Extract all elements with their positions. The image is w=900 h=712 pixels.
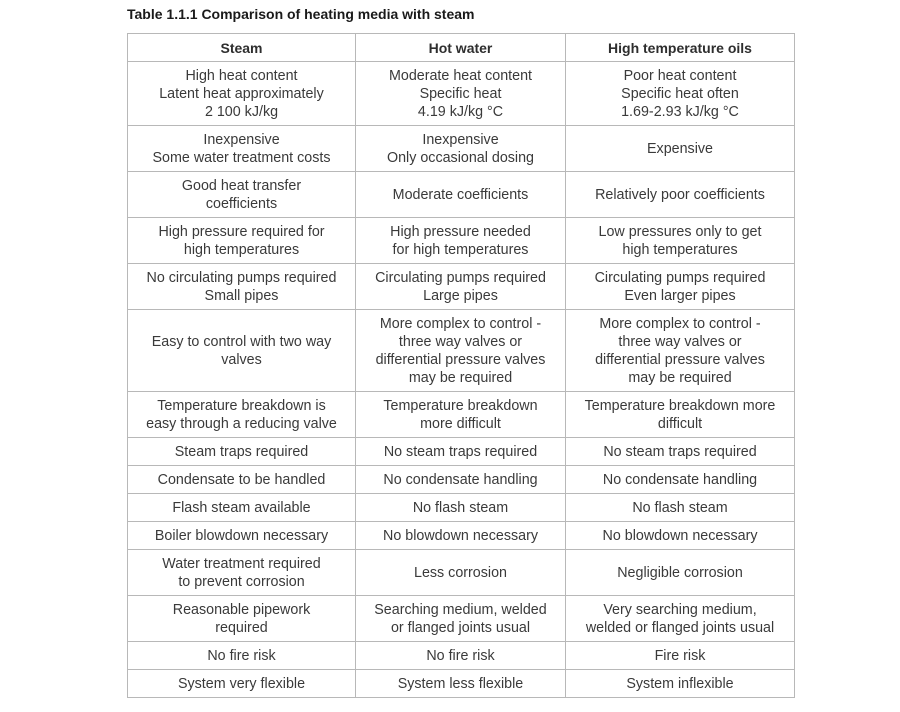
cell-text-line: More complex to control - — [599, 315, 761, 332]
table-cell-high-temperature-oils — [566, 126, 795, 172]
cell-text-line: valves — [221, 351, 262, 368]
cell-text-line: No blowdown necessary — [602, 527, 758, 544]
cell-text-line: Good heat transfer — [181, 177, 302, 194]
cell-text-line: Reasonable pipework — [172, 601, 311, 618]
table-cell-hot-water — [356, 438, 566, 466]
table-cell-high-temperature-oils — [566, 264, 795, 310]
cell-text-line: Inexpensive — [203, 131, 280, 148]
cell-text-line: System very flexible — [177, 675, 306, 692]
table-cell-high-temperature-oils — [566, 62, 795, 126]
cell-text-line: differential pressure valves — [375, 351, 546, 368]
table-cell-hot-water — [356, 522, 566, 550]
table-cell-steam — [128, 218, 356, 264]
table-caption: Table 1.1.1 Comparison of heating media with steam — [127, 6, 475, 22]
cell-text-line: Specific heat — [419, 85, 502, 102]
table-cell-high-temperature-oils — [566, 494, 795, 522]
cell-text-line: Low pressures only to get — [598, 223, 762, 240]
cell-text-line: three way valves or — [618, 333, 742, 350]
cell-text-line: Searching medium, welded — [374, 601, 547, 618]
table-cell-hot-water — [356, 126, 566, 172]
cell-text-line: Relatively poor coefficients — [595, 186, 765, 203]
cell-text-line: Some water treatment costs — [152, 149, 331, 166]
cell-text-line: may be required — [408, 369, 513, 386]
cell-text-line: No condensate handling — [602, 471, 758, 488]
cell-text-line: System inflexible — [626, 675, 734, 692]
table-cell-steam — [128, 392, 356, 438]
table-row — [128, 550, 795, 596]
table-cell-steam — [128, 466, 356, 494]
cell-text-line: coefficients — [205, 195, 278, 212]
cell-text-line: No flash steam — [632, 499, 728, 516]
cell-text-line: difficult — [657, 415, 703, 432]
table-cell-steam — [128, 438, 356, 466]
table-cell-steam — [128, 172, 356, 218]
table-cell-high-temperature-oils — [566, 310, 795, 392]
table-cell-hot-water — [356, 218, 566, 264]
table-cell-steam — [128, 264, 356, 310]
cell-text-line: Even larger pipes — [624, 287, 736, 304]
cell-text-line: Temperature breakdown more — [584, 397, 776, 414]
cell-text-line: Less corrosion — [414, 564, 507, 581]
table-row — [128, 172, 795, 218]
cell-text-line: Small pipes — [204, 287, 279, 304]
cell-text-line: may be required — [628, 369, 732, 386]
table-cell-high-temperature-oils — [566, 596, 795, 642]
cell-text-line: required — [215, 619, 268, 636]
cell-text-line: No steam traps required — [383, 443, 538, 460]
table-cell-high-temperature-oils — [566, 392, 795, 438]
heating-media-comparison-table — [127, 33, 795, 698]
table-cell-hot-water — [356, 392, 566, 438]
cell-text-line: Condensate to be handled — [157, 471, 326, 488]
table-cell-high-temperature-oils — [566, 550, 795, 596]
cell-text-line: Water treatment required — [162, 555, 321, 572]
cell-text-line: Only occasional dosing — [386, 149, 535, 166]
cell-text-line: No fire risk — [426, 647, 495, 664]
cell-text-line: Circulating pumps required — [375, 269, 546, 286]
table-row — [128, 62, 795, 126]
table-row — [128, 522, 795, 550]
table-cell-hot-water — [356, 550, 566, 596]
cell-text-line: Flash steam available — [172, 499, 311, 516]
column-header-hot-water: Hot water — [356, 34, 566, 62]
table-cell-high-temperature-oils — [566, 218, 795, 264]
cell-text-line: high temperatures — [622, 241, 738, 258]
table-cell-high-temperature-oils — [566, 670, 795, 698]
cell-text-line: to prevent corrosion — [178, 573, 305, 590]
cell-text-line: for high temperatures — [392, 241, 529, 258]
table-header-row — [128, 34, 795, 62]
table-row — [128, 392, 795, 438]
cell-text-line: Temperature breakdown — [383, 397, 538, 414]
table-cell-hot-water — [356, 642, 566, 670]
table-row — [128, 264, 795, 310]
cell-text-line: Expensive — [647, 140, 713, 157]
table-row — [128, 126, 795, 172]
cell-text-line: No flash steam — [412, 499, 509, 516]
table-cell-hot-water — [356, 670, 566, 698]
table-cell-high-temperature-oils — [566, 522, 795, 550]
cell-text-line: Specific heat often — [621, 85, 739, 102]
cell-text-line: Latent heat approximately — [159, 85, 324, 102]
cell-text-line: Steam traps required — [174, 443, 309, 460]
cell-text-line: 2 100 kJ/kg — [204, 103, 279, 120]
table-cell-hot-water — [356, 62, 566, 126]
cell-text-line: No circulating pumps required — [146, 269, 337, 286]
cell-text-line: or flanged joints usual — [390, 619, 531, 636]
cell-text-line: No fire risk — [207, 647, 276, 664]
table-cell-hot-water — [356, 494, 566, 522]
cell-text-line: Temperature breakdown is — [157, 397, 326, 414]
cell-text-line: welded or flanged joints usual — [585, 619, 775, 636]
cell-text-line: Moderate coefficients — [392, 186, 529, 203]
table-cell-steam — [128, 550, 356, 596]
cell-text-line: three way valves or — [398, 333, 523, 350]
table-cell-steam — [128, 522, 356, 550]
cell-text-line: Moderate heat content — [388, 67, 533, 84]
cell-text-line: Large pipes — [423, 287, 498, 304]
cell-text-line: Negligible corrosion — [617, 564, 743, 581]
table-row — [128, 596, 795, 642]
cell-text-line: high temperatures — [183, 241, 300, 258]
table-cell-high-temperature-oils — [566, 438, 795, 466]
cell-text-line: 1.69-2.93 kJ/kg °C — [621, 103, 739, 120]
table-row — [128, 494, 795, 522]
table-row — [128, 218, 795, 264]
column-header-high-temperature-oils: High temperature oils — [566, 34, 795, 62]
table-body — [128, 62, 795, 698]
cell-text-line: No condensate handling — [383, 471, 538, 488]
table-cell-steam — [128, 670, 356, 698]
cell-text-line: Inexpensive — [422, 131, 499, 148]
cell-text-line: No steam traps required — [603, 443, 757, 460]
table-cell-high-temperature-oils — [566, 642, 795, 670]
table-cell-steam — [128, 310, 356, 392]
cell-text-line: 4.19 kJ/kg °C — [417, 103, 504, 120]
cell-text-line: High pressure required for — [158, 223, 325, 240]
table-cell-high-temperature-oils — [566, 172, 795, 218]
table-cell-steam — [128, 642, 356, 670]
cell-text-line: System less flexible — [397, 675, 524, 692]
cell-text-line: More complex to control - — [379, 315, 542, 332]
table-cell-steam — [128, 596, 356, 642]
cell-text-line: Circulating pumps required — [594, 269, 766, 286]
table-cell-steam — [128, 494, 356, 522]
table-cell-hot-water — [356, 596, 566, 642]
table-cell-high-temperature-oils — [566, 466, 795, 494]
cell-text-line: differential pressure valves — [595, 351, 765, 368]
table-row — [128, 642, 795, 670]
cell-text-line: more difficult — [420, 415, 501, 432]
column-header-steam: Steam — [128, 34, 356, 62]
table-cell-steam — [128, 126, 356, 172]
cell-text-line: Very searching medium, — [603, 601, 757, 618]
cell-text-line: High heat content — [185, 67, 298, 84]
cell-text-line: Fire risk — [654, 647, 706, 664]
table-cell-steam — [128, 62, 356, 126]
table-cell-hot-water — [356, 310, 566, 392]
cell-text-line: Boiler blowdown necessary — [154, 527, 329, 544]
table-row — [128, 670, 795, 698]
table-row — [128, 310, 795, 392]
cell-text-line: No blowdown necessary — [383, 527, 538, 544]
table-cell-hot-water — [356, 466, 566, 494]
cell-text-line: easy through a reducing valve — [146, 415, 337, 432]
table-cell-hot-water — [356, 264, 566, 310]
table-cell-hot-water — [356, 172, 566, 218]
table-row — [128, 438, 795, 466]
cell-text-line: Easy to control with two way — [151, 333, 332, 350]
cell-text-line: High pressure needed — [390, 223, 531, 240]
cell-text-line: Poor heat content — [623, 67, 737, 84]
table-row — [128, 466, 795, 494]
